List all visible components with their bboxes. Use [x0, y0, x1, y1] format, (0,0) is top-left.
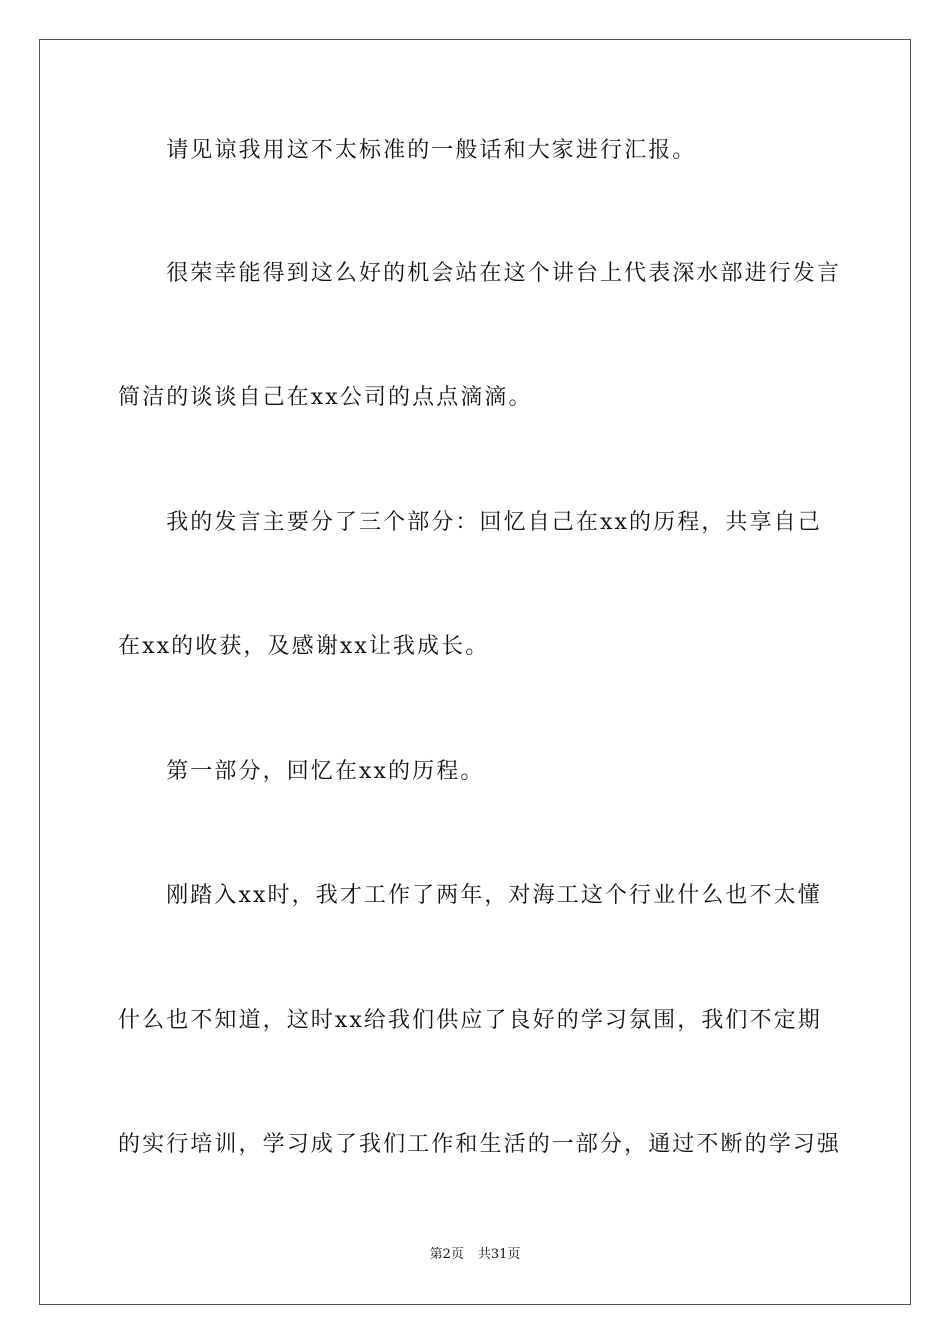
- text-line-6: 第一部分，回忆在xx的历程。: [118, 759, 485, 784]
- page-border: [39, 39, 911, 1305]
- text-line-9: 的实行培训，学习成了我们工作和生活的一部分，通过不断的学习强: [118, 1132, 842, 1157]
- text-line-3: 简洁的谈谈自己在xx公司的点点滴滴。: [118, 385, 533, 410]
- text-line-2: 很荣幸能得到这么好的机会站在这个讲台上代表深水部进行发言: [118, 261, 842, 286]
- page-number: 第2页: [429, 1247, 464, 1262]
- text-line-8: 什么也不知道，这时xx给我们供应了良好的学习氛围，我们不定期: [118, 1008, 822, 1033]
- text-line-7: 刚踏入xx时，我才工作了两年，对海工这个行业什么也不太懂: [118, 883, 822, 908]
- text-line-1: 请见谅我用这不太标准的一般话和大家进行汇报。: [118, 138, 697, 163]
- text-line-4: 我的发言主要分了三个部分：回忆自己在xx的历程，共享自己: [118, 510, 822, 535]
- page-footer: [0, 1246, 950, 1264]
- page-total: 共31页: [477, 1247, 521, 1262]
- text-line-5: 在xx的收获，及感谢xx让我成长。: [118, 634, 490, 659]
